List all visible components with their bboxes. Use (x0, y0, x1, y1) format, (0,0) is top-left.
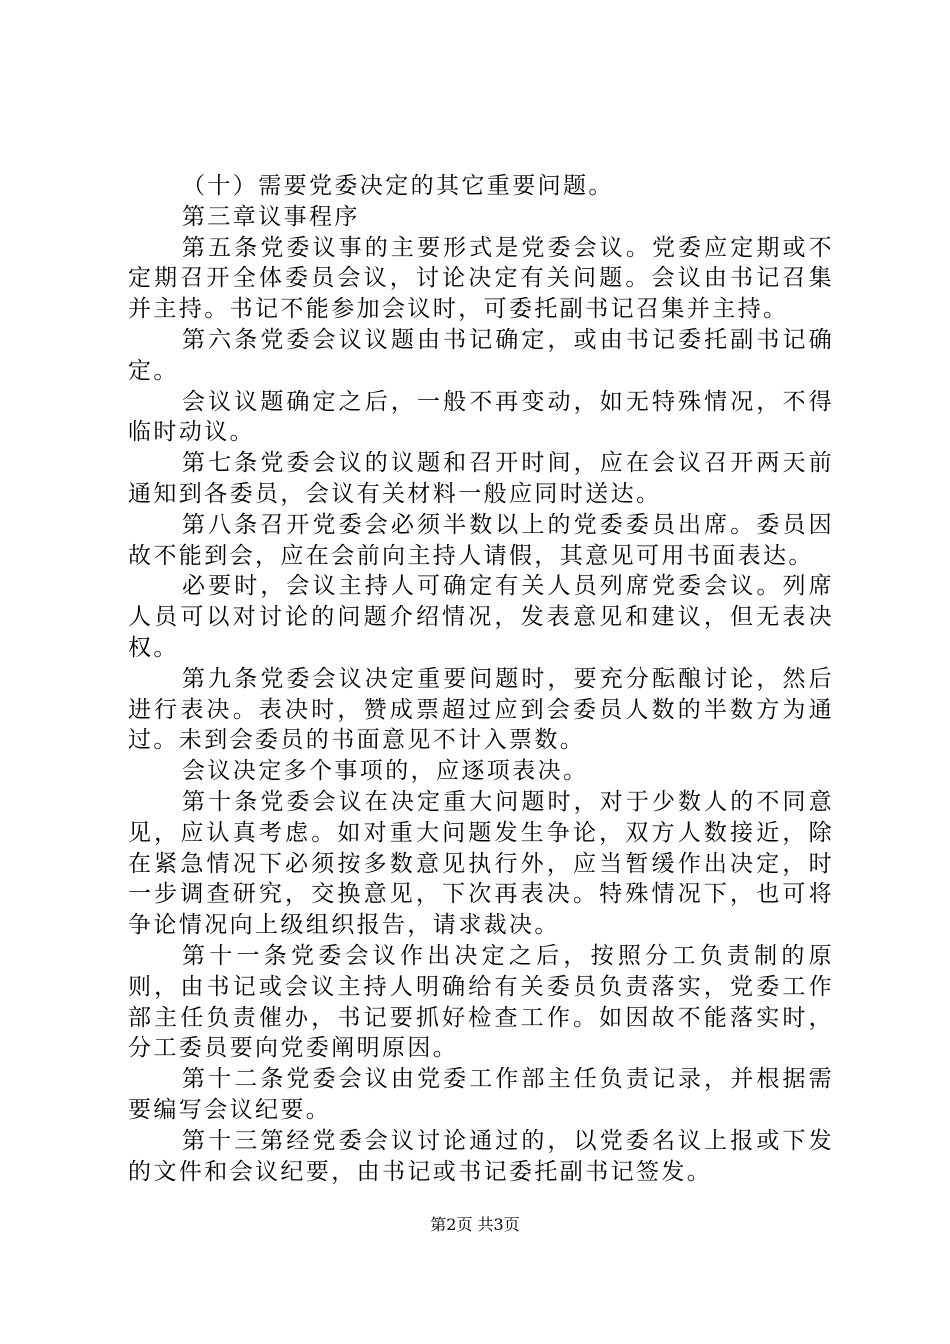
article-9: 第九条党委会议决定重要问题时，要充分酝酿讨论，然后进行表决。表决时，赞成票超过应到会委员人数的半数方为通过。未到会委员的书面意见不计入票数。 (128, 665, 834, 754)
article-12: 第十二条党委会议由党委工作部主任负责记录，并根据需要编写会议纪要。 (128, 1066, 834, 1123)
article-10: 第十条党委会议在决定重大问题时，对于少数人的不同意见，应认真考虑。如对重大问题发生争论，双方人数接近，除在紧急情况下必须按多数意见执行外，应当暂缓作出决定，时一步调查研究，交换意见，下次再表决。特殊情况下，也可将争论情况向上级组织报告，请求裁决。 (128, 788, 834, 939)
document-body (128, 171, 834, 1187)
article-5: 第五条党委议事的主要形式是党委会议。党委应定期或不定期召开全体委员会议，讨论决定有关问题。会议由书记召集并主持。书记不能参加会议时，可委托副书记召集并主持。 (128, 234, 834, 323)
paragraph-item-10: （十）需要党委决定的其它重要问题。 (182, 173, 614, 199)
article-8-clause: 必要时，会议主持人可确定有关人员列席党委会议。列席人员可以对讨论的问题介绍情况，发表意见和建议，但无表决权。 (128, 573, 834, 661)
chapter-heading: 第三章议事程序 (182, 203, 360, 230)
article-11: 第十一条党委会议作出决定之后，按照分工负责制的原则，由书记或会议主持人明确给有关委员负责落实，党委工作部主任负责催办，书记要抓好检查工作。如因故不能落实时，分工委员要向党委阐明原因。 (128, 942, 834, 1062)
article-6-clause: 会议议题确定之后，一般不再变动，如无特殊情况，不得临时动议。 (128, 388, 834, 446)
article-8: 第八条召开党委会必须半数以上的党委委员出席。委员因故不能到会，应在会前向主持人请假，其意见可用书面表达。 (128, 511, 834, 569)
page-number-footer: 第2页 共3页 (430, 1215, 520, 1234)
article-6: 第六条党委会议议题由书记确定，或由书记委托副书记确定。 (128, 326, 834, 384)
article-13: 第十三第经党委会议讨论通过的，以党委名议上报或下发的文件和会议纪要，由书记或书记委托副书记签发。 (128, 1127, 834, 1185)
article-7: 第七条党委会议的议题和召开时间，应在会议召开两天前通知到各委员，会议有关材料一般应同时送达。 (128, 450, 834, 507)
article-9-clause: 会议决定多个事项的，应逐项表决。 (182, 758, 589, 785)
